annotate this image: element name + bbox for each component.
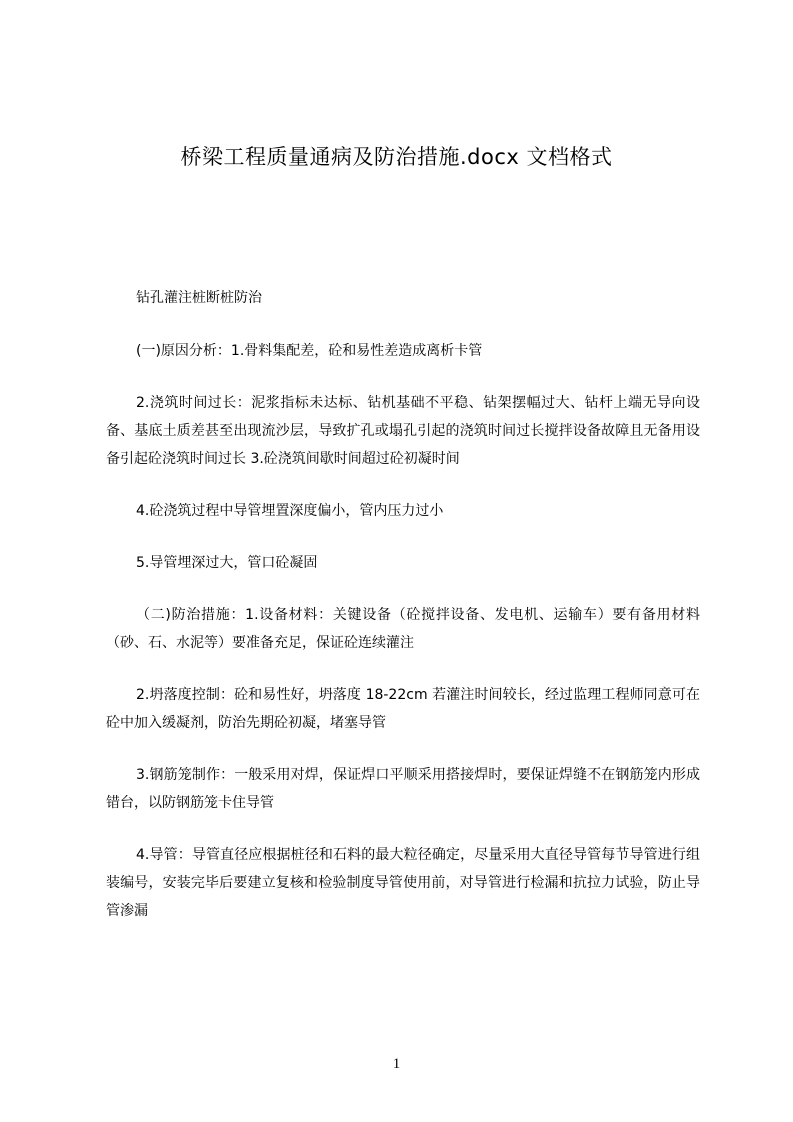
paragraph-rebar-cage: 3.钢筋笼制作：一般采用对焊，保证焊口平顺采用搭接焊时，要保证焊缝不在钢筋笼内形成错台，以防钢筋笼卡住导管 (106, 767, 700, 811)
paragraph-pipe-depth-small: 4.砼浇筑过程中导管埋置深度偏小，管内压力过小 (136, 503, 444, 519)
paragraph-cause-analysis: (一)原因分析：1.骨料集配差，砼和易性差造成离析卡管 (136, 343, 483, 359)
paragraph-conduit: 4.导管：导管直径应根据桩径和石料的最大粒径确定，尽量采用大直径导管每节导管进行组装编号，安装完毕后要建立复核和检验制度导管使用前，对导管进行检漏和抗拉力试验，防止导管渗漏 (106, 847, 700, 919)
paragraph-slump-control: 2.坍落度控制：砼和易性好，坍落度 18-22cm 若灌注时间较长，经过监理工程师同意可在砼中加入缓凝剂，防治先期砼初凝，堵塞导管 (106, 687, 700, 731)
page-number: 1 (392, 1056, 401, 1072)
paragraph-heading: 钻孔灌注桩断桩防治 (136, 290, 262, 306)
document-title: 桥梁工程质量通病及防治措施.docx 文档格式 (180, 145, 613, 169)
paragraph-pouring-time: 2.浇筑时间过长：泥浆指标未达标、钻机基础不平稳、钻架摆幅过大、钻杆上端无导向设备、基底土质差甚至出现流沙层，导致扩孔或塌孔引起的浇筑时间过长搅拌设备故障且无备用设备引起砼浇筑时间过长 3.砼浇筑间歇时间超过砼初凝时间 (106, 395, 700, 467)
document-body (106, 284, 700, 949)
paragraph-pipe-depth-large: 5.导管埋深过大，管口砼凝固 (136, 555, 318, 571)
paragraph-prevention-equipment: （二)防治措施：1.设备材料：关键设备（砼搅拌设备、发电机、运输车）要有备用材料（砂、石、水泥等）要准备充足，保证砼连续灌注 (106, 607, 700, 651)
